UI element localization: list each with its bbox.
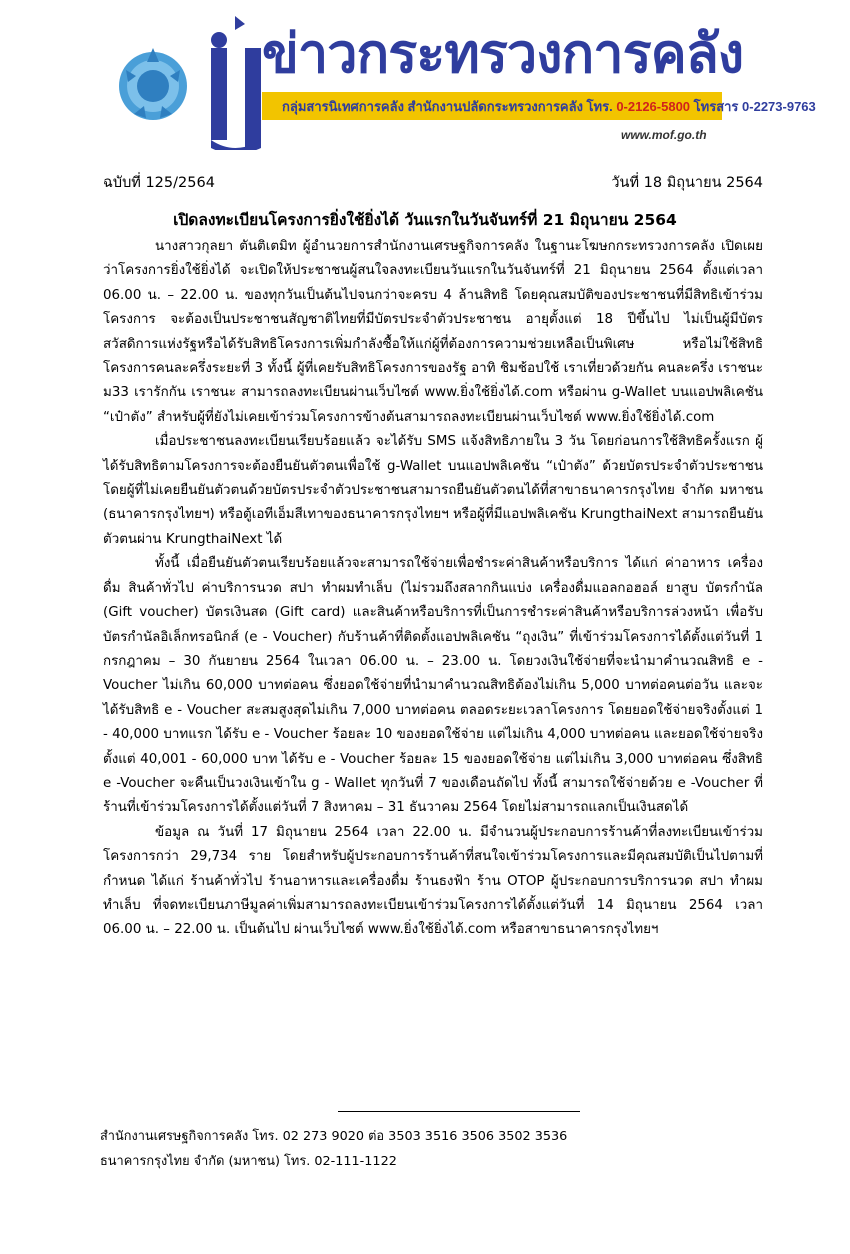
masthead-initial-glyph: [205, 10, 265, 150]
paragraph: เมื่อประชาชนลงทะเบียนเรียบร้อยแล้ว จะได้รับ SMS แจ้งสิทธิภายใน 3 วัน โดยก่อนการใช้สิทธิครั้งแรก ผู้ได้รับสิทธิตามโครงการจะต้องยืนยันตัวตนเพื่อใช้ g-Wallet บนแอปพลิเคชัน “เป๋าตัง” ด้วยบัตรประจำตัวประชาชน โดยผู้ที่ไม่เคยยืนยันตัวตนด้วยบัตรประจำตัวประชาชนสามารถยืนยันตัวตนได้ที่สาขาธนาคารกรุงไทย จำกัด มหาชน (ธนาคารกรุงไทยฯ) หรือตู้เอทีเอ็มสีเทาของธนาคารกรุงไทยฯ หรือผู้ที่มีแอปพลิเคชัน KrungthaiNext สามารถยืนยันตัวตนผ่าน KrungthaiNext ได้: [103, 434, 764, 547]
issue-date: วันที่ 18 มิถุนายน 2564: [611, 175, 763, 191]
fax-number: 0-2273-9763: [742, 99, 816, 114]
masthead-title: ข่าวกระทรวงการคลัง: [262, 24, 744, 84]
fax-label: โทรสาร: [690, 99, 743, 114]
phone-number: 0-2126-5800: [616, 99, 691, 114]
footer-contact-line: สำนักงานเศรษฐกิจการคลัง โทร. 02 273 9020 ต่อ 3503 3516 3506 3502 3536: [100, 1129, 568, 1144]
document-meta: [103, 171, 763, 193]
paragraph: นางสาวกุลยา ตันติเตมิท ผู้อำนวยการสำนักงานเศรษฐกิจการคลัง ในฐานะโฆษกกระทรวงการคลัง เปิดเผยว่าโครงการยิ่งใช้ยิ่งได้ จะเปิดให้ประชาชนผู้สนใจลงทะเบียนวันแรกในวันจันทร์ที่ 21 มิถุนายน 2564 ตั้งแต่เวลา 06.00 น. – 22.00 น. ของทุกวันเป็นต้นไปจนกว่าจะครบ 4 ล้านสิทธิ โดยคุณสมบัติของประชาชนที่มีสิทธิเข้าร่วมโครงการ จะต้องเป็นประชาชนสัญชาติไทยที่มีบัตรประจำตัวประชาชน อายุตั้งแต่ 18 ปีขึ้นไป ไม่เป็นผู้มีบัตรสวัสดิการแห่งรัฐหรือได้รับสิทธิโครงการเพิ่มกำลังซื้อให้แก่ผู้ที่ต้องการความช่วยเหลือเป็นพิเศษ หรือไม่ใช้สิทธิโครงการคนละครึ่งระยะที่ 3 ทั้งนี้ ผู้ที่เคยรับสิทธิโครงการของรัฐ อาทิ ชิมช้อปใช้ เราเที่ยวด้วยกัน คนละครึ่ง เราชนะ ม33 เรารักกัน เราชนะ สามารถลงทะเบียนผ่านเว็บไซต์ www.ยิ่งใช้ยิ่งได้.com หรือผ่าน g-Wallet บนแอปพลิเคชัน “เป๋าตัง” สำหรับผู้ที่ยังไม่เคยเข้าร่วมโครงการข้างต้นสามารถลงทะเบียนผ่านเว็บไซต์ www.ยิ่งใช้ยิ่งได้.com: [103, 239, 763, 425]
footer-divider: [338, 1111, 580, 1112]
contact-prefix: กลุ่มสารนิเทศการคลัง สำนักงานปลัดกระทรวงการคลัง โทร.: [282, 99, 617, 114]
masthead: [0, 0, 850, 160]
ministry-logo-icon: [112, 40, 194, 128]
issue-number: ฉบับที่ 125/2564: [103, 175, 215, 191]
website-link[interactable]: www.mof.go.th: [621, 128, 707, 142]
footer-contacts: [100, 1124, 567, 1174]
paragraph: ข้อมูล ณ วันที่ 17 มิถุนายน 2564 เวลา 22.00 น. มีจำนวนผู้ประกอบการร้านค้าที่ลงทะเบียนเข้าร่วมโครงการกว่า 29,734 ราย โดยสำหรับผู้ประกอบการร้านค้าที่สนใจเข้าร่วมโครงการและมีคุณสมบัติเป็นไปตามที่กำหนด ได้แก่ ร้านค้าทั่วไป ร้านอาหารและเครื่องดื่ม ร้านธงฟ้า ร้าน OTOP ผู้ประกอบการบริการนวด สปา ทำผม ทำเล็บ ที่จดทะเบียนภาษีมูลค่าเพิ่มสามารถลงทะเบียนเข้าร่วมโครงการได้ตั้งแต่วันที่ 14 มิถุนายน 2564 เวลา 06.00 น. – 22.00 น. เป็นต้นไป ผ่านเว็บไซต์ www.ยิ่งใช้ยิ่งได้.com หรือสาขาธนาคารกรุงไทยฯ: [103, 824, 763, 938]
article-body: [103, 235, 763, 943]
contact-line: [282, 96, 816, 117]
headline: เปิดลงทะเบียนโครงการยิ่งใช้ยิ่งได้ วันแรกในวันจันทร์ที่ 21 มิถุนายน 2564: [173, 211, 677, 229]
paragraph: ทั้งนี้ เมื่อยืนยันตัวตนเรียบร้อยแล้วจะสามารถใช้จ่ายเพื่อชำระค่าสินค้าหรือบริการ ได้แก่ ค่าอาหาร เครื่องดื่ม สินค้าทั่วไป ค่าบริการนวด สปา ทำผมทำเล็บ (ไม่รวมถึงสลากกินแบ่ง เครื่องดื่มแอลกอฮอล์ ยาสูบ บัตรกำนัล (Gift voucher) บัตรเงินสด (Gift card) และสินค้าหรือบริการที่เป็นการชำระค่าสินค้าหรือบริการล่วงหน้า เพื่อรับบัตรกำนัลอิเล็กทรอนิกส์ (e - Voucher) กับร้านค้าที่ติดตั้งแอปพลิเคชัน “ถุงเงิน” ที่เข้าร่วมโครงการได้ตั้งแต่วันที่ 1 กรกฎาคม – 30 กันยายน 2564 ในเวลา 06.00 น. – 23.00 น. โดยวงเงินใช้จ่ายที่จะนำมาคำนวณสิทธิ e - Voucher ไม่เกิน 60,000 บาทต่อคน ซึ่งยอดใช้จ่ายที่นำมาคำนวณสิทธิต้องไม่เกิน 5,000 บาทต่อคนต่อวัน และจะได้รับสิทธิ e - Voucher สะสมสูงสุดไม่เกิน 7,000 บาทต่อคน ตลอดระยะเวลาโครงการ โดยยอดใช้จ่ายจริงตั้งแต่ 1 - 40,000 บาทแรก ได้รับ e - Voucher ร้อยละ 10 ของยอดใช้จ่าย แต่ไม่เกิน 4,000 บาทต่อคน และยอดใช้จ่ายจริงตั้งแต่ 40,001 - 60,000 บาท ได้รับ e - Voucher ร้อยละ 15 ของยอดใช้จ่าย แต่ไม่เกิน 3,000 บาทต่อคน ซึ่งสิทธิ e -Voucher จะคืนเป็นวงเงินเข้าใน g - Wallet ทุกวันที่ 7 ของเดือนถัดไป ทั้งนี้ สามารถใช้จ่ายด้วย e -Voucher ที่ร้านที่เข้าร่วมโครงการได้ตั้งแต่วันที่ 7 สิงหาคม – 31 ธันวาคม 2564 โดยไม่สามารถแลกเป็นเงินสดได้: [103, 556, 763, 816]
footer-contact-line: ธนาคารกรุงไทย จำกัด (มหาชน) โทร. 02-111-1122: [100, 1154, 397, 1169]
